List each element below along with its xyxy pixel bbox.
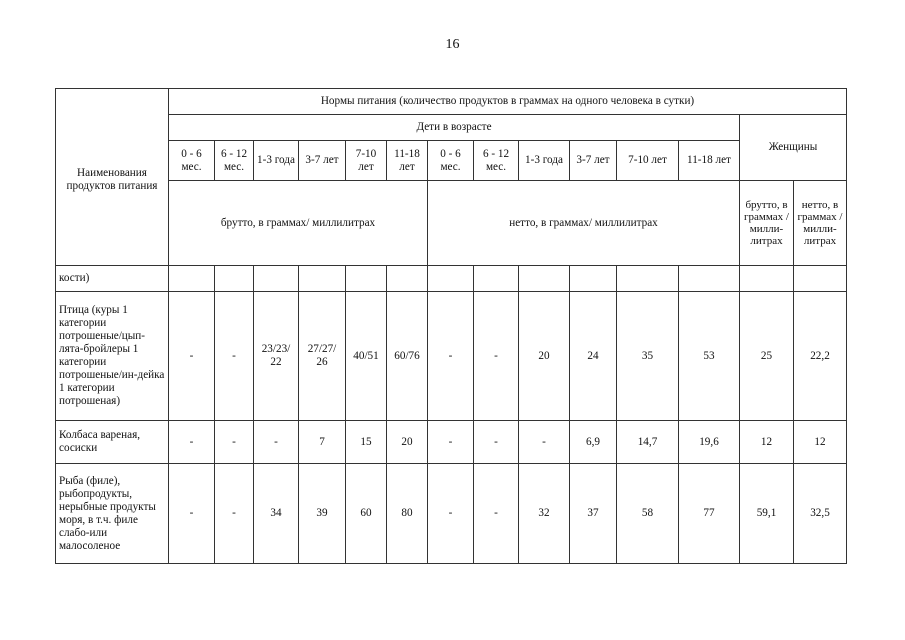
value-cell: - bbox=[169, 464, 215, 564]
value-cell: 20 bbox=[387, 421, 428, 464]
value-cell: 34 bbox=[254, 464, 299, 564]
value-cell: 80 bbox=[387, 464, 428, 564]
product-name-header: Наименования продуктов питания bbox=[56, 89, 169, 266]
value-cell bbox=[346, 266, 387, 292]
value-cell: 7 bbox=[299, 421, 346, 464]
value-cell: - bbox=[428, 292, 474, 421]
value-cell: - bbox=[474, 292, 519, 421]
value-cell: 60 bbox=[346, 464, 387, 564]
value-cell: - bbox=[474, 464, 519, 564]
value-cell: 40/51 bbox=[346, 292, 387, 421]
value-cell: 12 bbox=[740, 421, 794, 464]
age-header: 0 - 6 мес. bbox=[428, 141, 474, 181]
value-cell: 23/23/ 22 bbox=[254, 292, 299, 421]
header-row-groups bbox=[56, 115, 847, 141]
value-cell: - bbox=[215, 464, 254, 564]
value-cell: 20 bbox=[519, 292, 570, 421]
age-header: 11-18 лет bbox=[679, 141, 740, 181]
children-header: Дети в возрасте bbox=[169, 115, 740, 141]
value-cell: - bbox=[474, 421, 519, 464]
value-cell: 39 bbox=[299, 464, 346, 564]
value-cell bbox=[679, 266, 740, 292]
brutto-header: брутто, в граммах/ миллилитрах bbox=[169, 181, 428, 266]
women-brutto-header: брутто, в граммах / милли-литрах bbox=[740, 181, 794, 266]
header-row-norms bbox=[56, 89, 847, 115]
nutrition-norms-table bbox=[55, 88, 847, 564]
age-header: 11-18 лет bbox=[387, 141, 428, 181]
product-name-cell: Птица (куры 1 категории потрошеные/цып-лята-бройлеры 1 категории потрошеные/ин-дейка 1 категории потрошеная) bbox=[56, 292, 169, 421]
age-header: 0 - 6 мес. bbox=[169, 141, 215, 181]
value-cell: 35 bbox=[617, 292, 679, 421]
age-header: 3-7 лет bbox=[299, 141, 346, 181]
value-cell: 19,6 bbox=[679, 421, 740, 464]
value-cell bbox=[299, 266, 346, 292]
age-header: 3-7 лет bbox=[570, 141, 617, 181]
value-cell bbox=[617, 266, 679, 292]
value-cell bbox=[169, 266, 215, 292]
value-cell: 15 bbox=[346, 421, 387, 464]
value-cell: - bbox=[169, 292, 215, 421]
value-cell: 25 bbox=[740, 292, 794, 421]
value-cell: 32,5 bbox=[794, 464, 847, 564]
women-netto-header: нетто, в граммах / милли-литрах bbox=[794, 181, 847, 266]
value-cell: 60/76 bbox=[387, 292, 428, 421]
nutrition-norms-table-wrapper bbox=[55, 88, 847, 564]
value-cell: 12 bbox=[794, 421, 847, 464]
value-cell: - bbox=[428, 464, 474, 564]
value-cell: 27/27/ 26 bbox=[299, 292, 346, 421]
value-cell: - bbox=[428, 421, 474, 464]
age-header: 6 - 12 мес. bbox=[215, 141, 254, 181]
value-cell: 24 bbox=[570, 292, 617, 421]
product-name-cell: Колбаса вареная, сосиски bbox=[56, 421, 169, 464]
age-header: 7-10 лет bbox=[346, 141, 387, 181]
women-header: Женщины bbox=[740, 115, 847, 181]
value-cell bbox=[474, 266, 519, 292]
value-cell bbox=[794, 266, 847, 292]
value-cell bbox=[740, 266, 794, 292]
age-header: 1-3 года bbox=[254, 141, 299, 181]
value-cell: - bbox=[169, 421, 215, 464]
value-cell: 53 bbox=[679, 292, 740, 421]
table-row bbox=[56, 266, 847, 292]
value-cell: 59,1 bbox=[740, 464, 794, 564]
page-number: 16 bbox=[445, 37, 460, 52]
age-header: 7-10 лет bbox=[617, 141, 679, 181]
value-cell bbox=[254, 266, 299, 292]
age-header: 1-3 года bbox=[519, 141, 570, 181]
value-cell: 22,2 bbox=[794, 292, 847, 421]
value-cell: 37 bbox=[570, 464, 617, 564]
table-row bbox=[56, 464, 847, 564]
table-row bbox=[56, 292, 847, 421]
netto-header: нетто, в граммах/ миллилитрах bbox=[428, 181, 740, 266]
value-cell: - bbox=[254, 421, 299, 464]
value-cell bbox=[570, 266, 617, 292]
value-cell bbox=[428, 266, 474, 292]
value-cell: 58 bbox=[617, 464, 679, 564]
header-row-units bbox=[56, 181, 847, 266]
age-header: 6 - 12 мес. bbox=[474, 141, 519, 181]
value-cell: - bbox=[215, 421, 254, 464]
value-cell: - bbox=[519, 421, 570, 464]
table-row bbox=[56, 421, 847, 464]
value-cell bbox=[519, 266, 570, 292]
value-cell: 14,7 bbox=[617, 421, 679, 464]
value-cell bbox=[215, 266, 254, 292]
value-cell bbox=[387, 266, 428, 292]
value-cell: - bbox=[215, 292, 254, 421]
value-cell: 6,9 bbox=[570, 421, 617, 464]
header-row-ages bbox=[56, 141, 847, 181]
product-name-cell: кости) bbox=[56, 266, 169, 292]
norms-header: Нормы питания (количество продуктов в граммах на одного человека в сутки) bbox=[169, 89, 847, 115]
value-cell: 32 bbox=[519, 464, 570, 564]
value-cell: 77 bbox=[679, 464, 740, 564]
product-name-cell: Рыба (филе), рыбопродукты, нерыбные продукты моря, в т.ч. филе слабо-или малосоленое bbox=[56, 464, 169, 564]
